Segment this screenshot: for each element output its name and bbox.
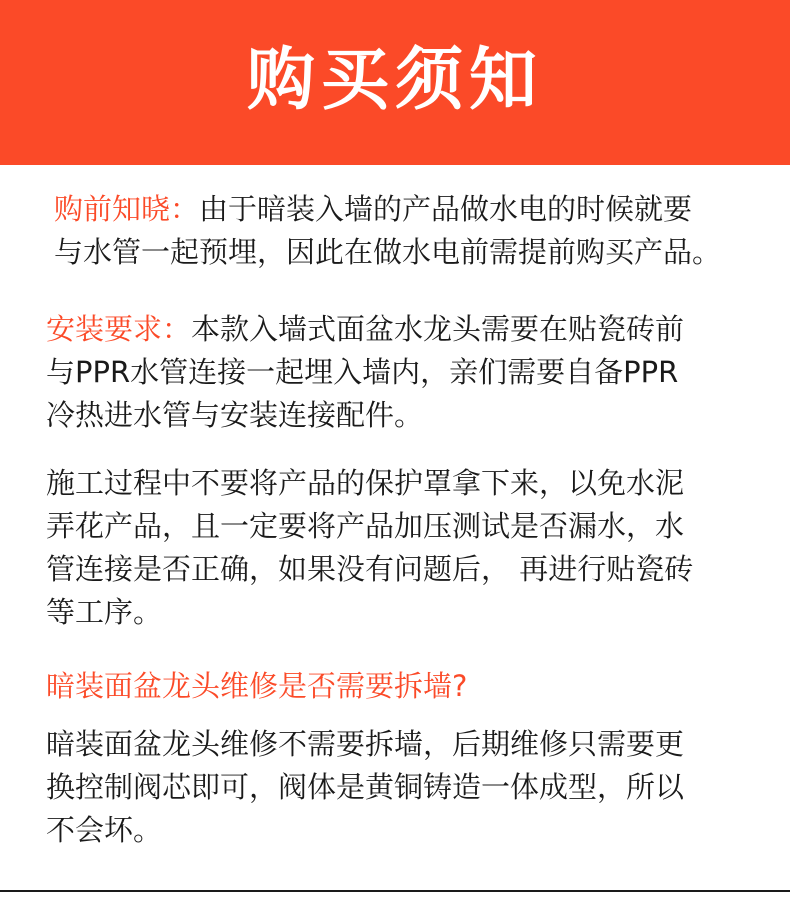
faq-question: 暗装面盆龙头维修是否需要拆墙? [46,669,468,703]
faq-answer-line-2: 换控制阀芯即可，阀体是黄铜铸造一体成型，所以 [46,770,685,804]
section-construction-line-3: 管连接是否正确，如果没有问题后， 再进行贴瓷砖 [46,552,694,586]
faq-answer-line-1: 暗装面盆龙头维修不需要拆墙，后期维修只需要更 [46,727,685,761]
section-pre-purchase-line-1 [54,188,721,231]
section-install-label: 安装要求： [46,312,192,346]
section-construction-line-1: 施工过程中不要将产品的保护罩拿下来，以免水泥 [46,466,685,500]
section-pre-purchase-line-2: 与水管一起预埋，因此在做水电前需提前购买产品。 [54,235,722,269]
section-install-line-1 [46,308,684,351]
section-pre-purchase-label: 购前知晓： [54,192,200,226]
section-construction-notes [46,462,693,634]
section-pre-purchase-text-1: 由于暗装入墙的产品做水电的时候就要 [199,192,693,226]
section-construction-line-4: 等工序。 [46,595,163,629]
faq-answer [46,723,684,852]
section-pre-purchase [54,188,721,274]
section-install-requirements [46,308,684,437]
faq-answer-line-3: 不会坏。 [46,813,163,847]
header-banner [0,0,790,165]
section-construction-line-2: 弄花产品，且一定要将产品加压测试是否漏水，水 [46,509,685,543]
section-install-line-3: 冷热进水管与安装连接配件。 [46,398,424,432]
section-install-line-2: 与PPR水管连接一起埋入墙内，亲们需要自备PPR [46,355,679,389]
page-title: 购买须知 [246,40,543,120]
section-install-text-1: 本款入墙式面盆水龙头需要在贴瓷砖前 [191,312,685,346]
bottom-divider [0,890,790,892]
